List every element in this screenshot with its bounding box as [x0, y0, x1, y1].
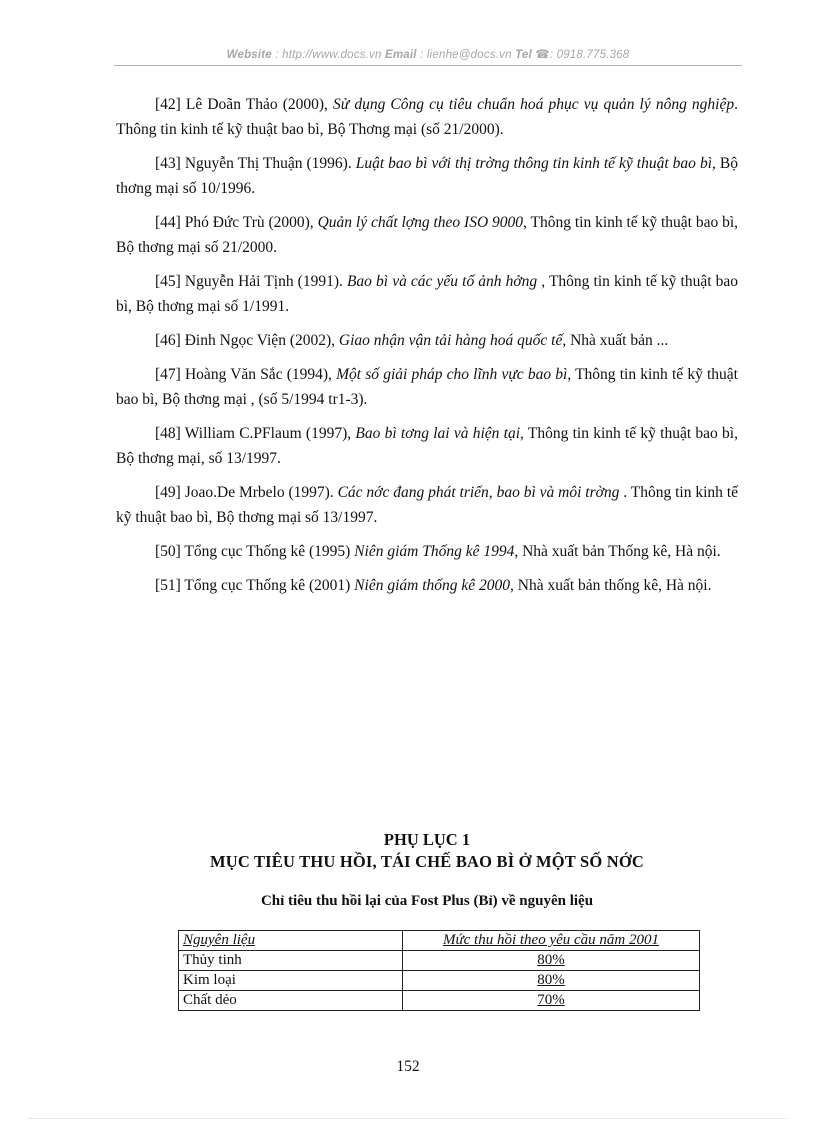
reference-item [116, 539, 738, 564]
reference-title: Niên giám Thống kê 1994 [354, 543, 515, 560]
reference-text: [51] Tổng cục Thống kê (2001) [155, 577, 355, 594]
reference-source: Nhà xuất bản thống kê, Hà nội. [513, 577, 712, 594]
reference-title: Giao nhận vận tải hàng hoá quốc tế [338, 332, 563, 349]
reference-item [116, 573, 738, 598]
email-value[interactable]: : lienhe@docs.vn [420, 49, 512, 61]
appendix-heading [116, 829, 738, 873]
table-row [179, 951, 700, 971]
reference-title: Các nớc đang phát triển, bao bì và môi trờng [337, 484, 620, 501]
email-label: Email [385, 49, 417, 61]
table-cell-material: Kim loại [179, 971, 403, 991]
reference-title: Sử dụng Công cụ tiêu chuẩn hoá phục vụ quản lý nông nghiệp [333, 96, 735, 113]
reference-item [116, 480, 738, 530]
phone-icon: ☎ [535, 49, 550, 61]
reference-source: , Thông tin kinh tế kỹ thuật bao bì, Bộ thơng mại , (số 5/1994 tr1-3). [116, 366, 738, 408]
reference-source: , Nhà xuất bản ... [562, 332, 669, 349]
reference-source: , Thông tin kinh tế kỹ thuật bao bì, Bộ thơng mại số 1/1991. [116, 273, 738, 315]
reference-item [116, 269, 738, 319]
reference-title: Bao bì tơng lai và hiện tại [355, 425, 521, 442]
reference-title: Một số giải pháp cho lĩnh vực bao bì [336, 366, 568, 383]
appendix-subtitle: MỤC TIÊU THU HỒI, TÁI CHẾ BAO BÌ Ở MỘT SỐ NỚC [209, 852, 645, 871]
reference-source: . Thông tin kinh tế kỹ thuật bao bì, Bộ thơng mại số 13/1997. [116, 484, 739, 526]
table-cell-rate: 80% [403, 971, 700, 991]
tel-value: : 0918.775.368 [549, 49, 630, 61]
reference-text: [44] Phó Đức Trù (2000), [155, 214, 318, 231]
table-cell-rate: 80% [403, 951, 700, 971]
table-cell-material: Chất dẻo [179, 991, 403, 1011]
column-header-material: Nguyên liệu [179, 931, 403, 951]
reference-source: . Thông tin kinh tế kỹ thuật bao bì, Bộ Thơng mại (số 21/2000). [116, 96, 738, 138]
reference-text: [43] Nguyễn Thị Thuận (1996). [155, 155, 356, 172]
reference-item [116, 362, 738, 412]
reference-item [116, 151, 738, 201]
table-row [179, 971, 700, 991]
page-number: 152 [396, 1058, 420, 1075]
reference-title: Luật bao bì với thị trờng thông tin kinh tế kỹ thuật bao bì [355, 155, 713, 172]
tel-label: Tel [515, 49, 532, 61]
table-cell-material: Thủy tinh [179, 951, 403, 971]
website-value[interactable]: : http://www.docs.vn [275, 49, 382, 61]
table-cell-rate: 70% [403, 991, 700, 1011]
reference-source: , Thông tin kinh tế kỹ thuật bao bì, Bộ thơng mại số 21/2000. [116, 214, 739, 256]
reference-text: [45] Nguyễn Hải Tịnh (1991). [155, 273, 347, 290]
reference-item [116, 328, 738, 353]
reference-source: , Thông tin kinh tế kỹ thuật bao bì, Bộ thơng mại, số 13/1997. [116, 425, 738, 467]
reference-item [116, 210, 738, 260]
appendix-title: PHỤ LỤC 1 [383, 830, 471, 849]
page-header [114, 47, 742, 61]
reference-title: Niên giám thống kê 2000, [354, 577, 514, 594]
reference-text: [49] Joao.De Mrbelo (1997). [155, 484, 338, 501]
recovery-table [178, 930, 700, 1011]
footer-divider [28, 1118, 788, 1119]
reference-source: , Nhà xuất bản Thống kê, Hà nội. [514, 543, 721, 560]
header-divider [114, 65, 742, 66]
table-header-row [179, 931, 700, 951]
reference-text: [50] Tổng cục Thống kê (1995) [155, 543, 355, 560]
website-label: Website [226, 49, 272, 61]
reference-text: [47] Hoàng Văn Sắc (1994), [155, 366, 337, 383]
table-caption: Chỉ tiêu thu hồi lại của Fost Plus (Bỉ) về nguyên liệu [260, 893, 594, 909]
reference-title: Quản lý chất lợng theo ISO 9000 [317, 214, 524, 231]
reference-source: , Bộ thơng mại số 10/1996. [116, 155, 738, 197]
reference-text: [48] William C.PFlaum (1997), [155, 425, 356, 442]
reference-item [116, 421, 738, 471]
reference-list [116, 92, 738, 607]
reference-text: [42] Lê Doãn Thảo (2000), [155, 96, 334, 113]
reference-item [116, 92, 738, 142]
reference-title: Bao bì và các yếu tố ảnh hởng [346, 273, 538, 290]
reference-text: [46] Đinh Ngọc Viện (2002), [155, 332, 339, 349]
table-row [179, 991, 700, 1011]
column-header-recovery-rate: Mức thu hồi theo yêu cầu năm 2001 [403, 931, 700, 951]
